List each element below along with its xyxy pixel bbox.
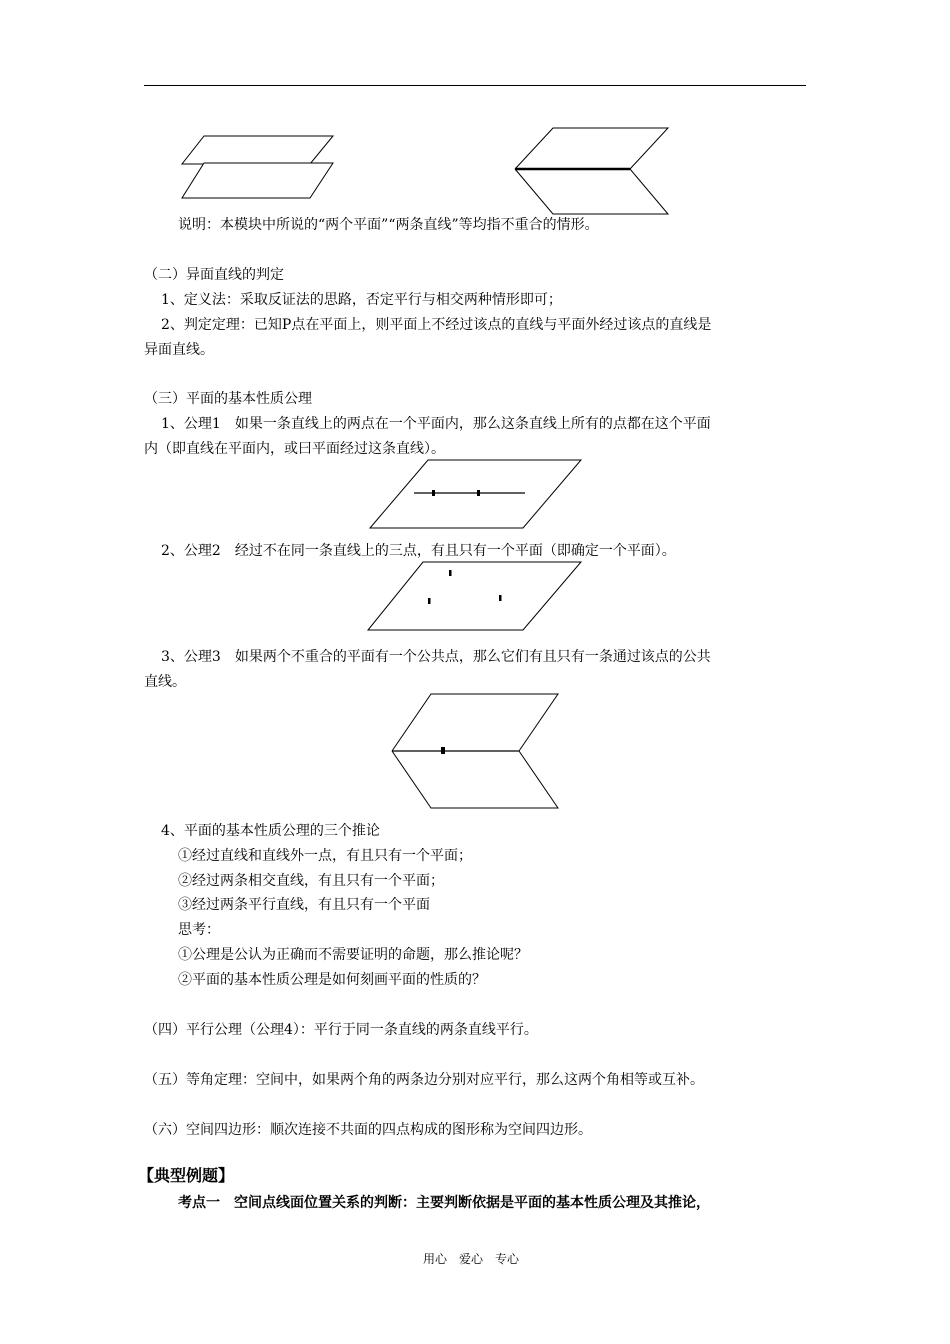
parallel-planes-figure xyxy=(178,135,338,201)
corollary-item: ①经过直线和直线外一点，有且只有一个平面； xyxy=(178,848,472,864)
section3-title: （三）平面的基本性质公理 xyxy=(144,391,312,407)
section2-title: （二）异面直线的判定 xyxy=(144,267,284,283)
corollary-item: ③经过两条平行直线，有且只有一个平面 xyxy=(178,897,430,913)
header-rule xyxy=(144,85,806,86)
exam-point-1: 考点一 空间点线面位置关系的判断：主要判断依据是平面的基本性质公理及其推论， xyxy=(178,1195,710,1211)
think-label: 思考： xyxy=(178,922,220,938)
axiom1-line1: 1、公理1 如果一条直线上的两点在一个平面内，那么这条直线上所有的点都在这个平面 xyxy=(161,416,711,432)
corollary-item: ②经过两条相交直线，有且只有一个平面； xyxy=(178,873,444,889)
section2-item2-line1: 2、判定定理：已知P点在平面上，则平面上不经过该点的直线与平面外经过该点的直线是 xyxy=(161,317,712,333)
corollary-title: 4、平面的基本性质公理的三个推论 xyxy=(161,823,380,839)
section5-text: （五）等角定理：空间中，如果两个角的两条边分别对应平行，那么这两个角相等或互补。 xyxy=(144,1072,704,1088)
axiom2-text: 2、公理2 经过不在同一条直线上的三点，有且只有一个平面（即确定一个平面）。 xyxy=(161,543,676,559)
axiom3-figure xyxy=(388,690,562,812)
note-text: 说明：本模块中所说的“两个平面”“两条直线”等均指不重合的情形。 xyxy=(178,217,599,233)
intersecting-planes-figure-top xyxy=(510,126,674,216)
think-question: ①公理是公认为正确而不需要证明的命题，那么推论呢？ xyxy=(178,947,528,963)
section2-item2-line2: 异面直线。 xyxy=(144,342,214,358)
think-question: ②平面的基本性质公理是如何刻画平面的性质的？ xyxy=(178,972,486,988)
page-footer: 用心 爱心 专心 xyxy=(423,1252,520,1266)
examples-heading: 【典型例题】 xyxy=(138,1166,235,1185)
axiom2-figure xyxy=(366,560,584,632)
axiom1-line2: 内（即直线在平面内，或曰平面经过这条直线）。 xyxy=(144,441,445,457)
section6-text: （六）空间四边形：顺次连接不共面的四点构成的图形称为空间四边形。 xyxy=(144,1122,592,1138)
axiom3-line2: 直线。 xyxy=(144,674,186,690)
axiom1-figure xyxy=(368,458,584,530)
axiom3-line1: 3、公理3 如果两个不重合的平面有一个公共点，那么它们有且只有一条通过该点的公共 xyxy=(161,649,711,665)
section2-item1: 1、定义法：采取反证法的思路，否定平行与相交两种情形即可； xyxy=(161,292,562,308)
section4-text: （四）平行公理（公理4）：平行于同一条直线的两条直线平行。 xyxy=(144,1022,538,1038)
